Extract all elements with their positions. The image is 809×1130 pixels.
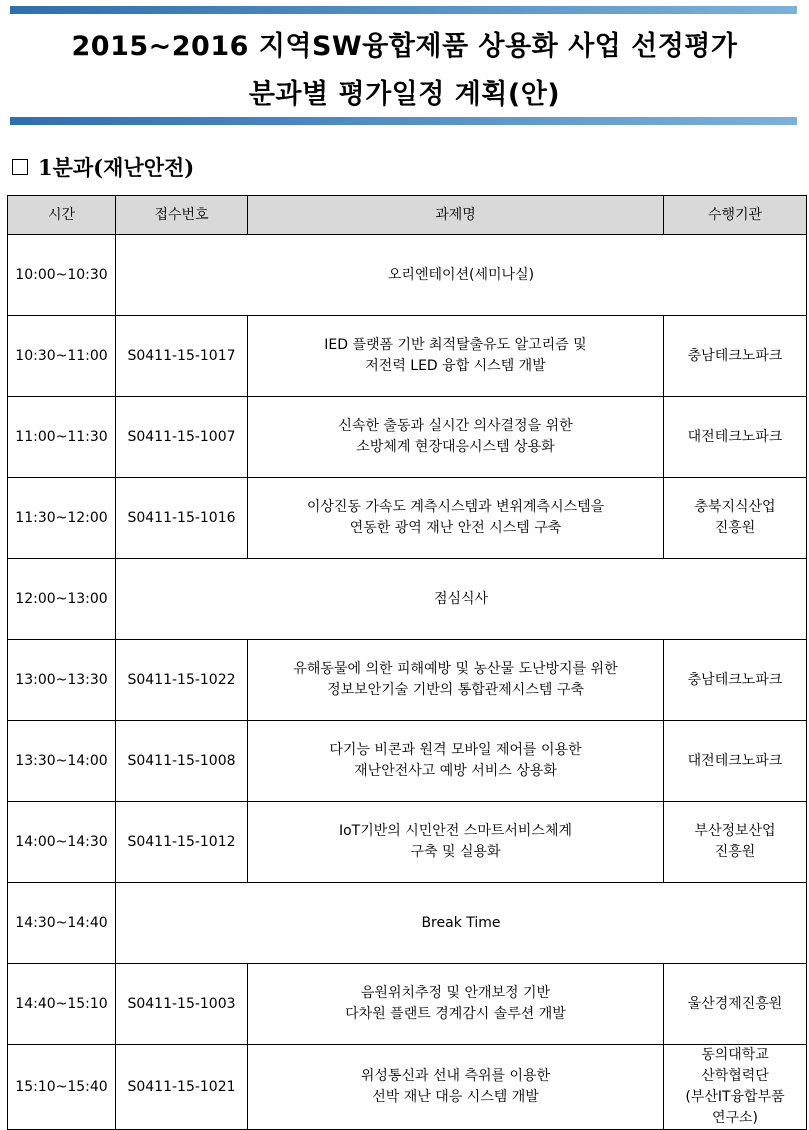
top-rule: [10, 6, 797, 14]
time-cell: 11:30~12:00: [8, 478, 116, 559]
table-row: [8, 397, 807, 478]
table-row: [8, 559, 807, 640]
page-subtitle: 분과별 평가일정 계획(안): [248, 79, 561, 110]
table-row: [8, 478, 807, 559]
bottom-rule: [10, 117, 797, 125]
table-row: [8, 1045, 807, 1130]
page-title: 2015~2016 지역SW융합제품 상용화 사업 선정평가: [71, 31, 738, 62]
time-cell: 10:30~11:00: [8, 316, 116, 397]
schedule-table: [7, 195, 807, 1130]
number-cell: S0411-15-1008: [116, 721, 248, 802]
number-cell: S0411-15-1003: [116, 964, 248, 1045]
header-org: 수행기관: [664, 196, 807, 235]
table-row: [8, 721, 807, 802]
merged-event-cell: 오리엔테이션(세미나실): [116, 235, 807, 316]
org-cell: 충남테크노파크: [664, 316, 807, 397]
section-heading: [12, 152, 194, 182]
org-cell: 동의대학교 산학협력단 (부산IT융합부품 연구소): [664, 1045, 807, 1130]
header-number: 접수번호: [116, 196, 248, 235]
merged-event-cell: Break Time: [116, 883, 807, 964]
table-row: [8, 964, 807, 1045]
number-cell: S0411-15-1012: [116, 802, 248, 883]
time-cell: 14:40~15:10: [8, 964, 116, 1045]
org-cell: 충남테크노파크: [664, 640, 807, 721]
task-cell: 유해동물에 의한 피해예방 및 농산물 도난방지를 위한 정보보안기술 기반의 통합관제시스템 구축: [248, 640, 664, 721]
table-row: [8, 640, 807, 721]
org-cell: 대전테크노파크: [664, 397, 807, 478]
task-cell: 음원위치추정 및 안개보정 기반 다차원 플랜트 경계감시 솔루션 개발: [248, 964, 664, 1045]
section-title: 1분과(재난안전): [38, 155, 195, 180]
time-cell: 15:10~15:40: [8, 1045, 116, 1130]
merged-event-cell: 점심식사: [116, 559, 807, 640]
header-task: 과제명: [248, 196, 664, 235]
header-time: 시간: [8, 196, 116, 235]
time-cell: 14:00~14:30: [8, 802, 116, 883]
table-body: [8, 235, 807, 1130]
table-row: [8, 883, 807, 964]
table-row: [8, 316, 807, 397]
time-cell: 13:30~14:00: [8, 721, 116, 802]
org-cell: 충북지식산업 진흥원: [664, 478, 807, 559]
number-cell: S0411-15-1016: [116, 478, 248, 559]
number-cell: S0411-15-1021: [116, 1045, 248, 1130]
table-row: [8, 802, 807, 883]
time-cell: 12:00~13:00: [8, 559, 116, 640]
time-cell: 14:30~14:40: [8, 883, 116, 964]
time-cell: 13:00~13:30: [8, 640, 116, 721]
time-cell: 10:00~10:30: [8, 235, 116, 316]
org-cell: 부산정보산업 진흥원: [664, 802, 807, 883]
task-cell: IED 플랫폼 기반 최적탈출유도 알고리즘 및 저전력 LED 융합 시스템 개발: [248, 316, 664, 397]
number-cell: S0411-15-1022: [116, 640, 248, 721]
task-cell: IoT기반의 시민안전 스마트서비스체계 구축 및 실용화: [248, 802, 664, 883]
checkbox-icon: [12, 159, 28, 175]
time-cell: 11:00~11:30: [8, 397, 116, 478]
task-cell: 다기능 비콘과 원격 모바일 제어를 이용한 재난안전사고 예방 서비스 상용화: [248, 721, 664, 802]
number-cell: S0411-15-1007: [116, 397, 248, 478]
table-row: [8, 235, 807, 316]
task-cell: 위성통신과 선내 측위를 이용한 선박 재난 대응 시스템 개발: [248, 1045, 664, 1130]
org-cell: 대전테크노파크: [664, 721, 807, 802]
table-header-row: [8, 196, 807, 235]
number-cell: S0411-15-1017: [116, 316, 248, 397]
org-cell: 울산경제진흥원: [664, 964, 807, 1045]
task-cell: 이상진동 가속도 계측시스템과 변위계측시스템을 연동한 광역 재난 안전 시스템 구축: [248, 478, 664, 559]
task-cell: 신속한 출동과 실시간 의사결정을 위한 소방체계 현장대응시스템 상용화: [248, 397, 664, 478]
